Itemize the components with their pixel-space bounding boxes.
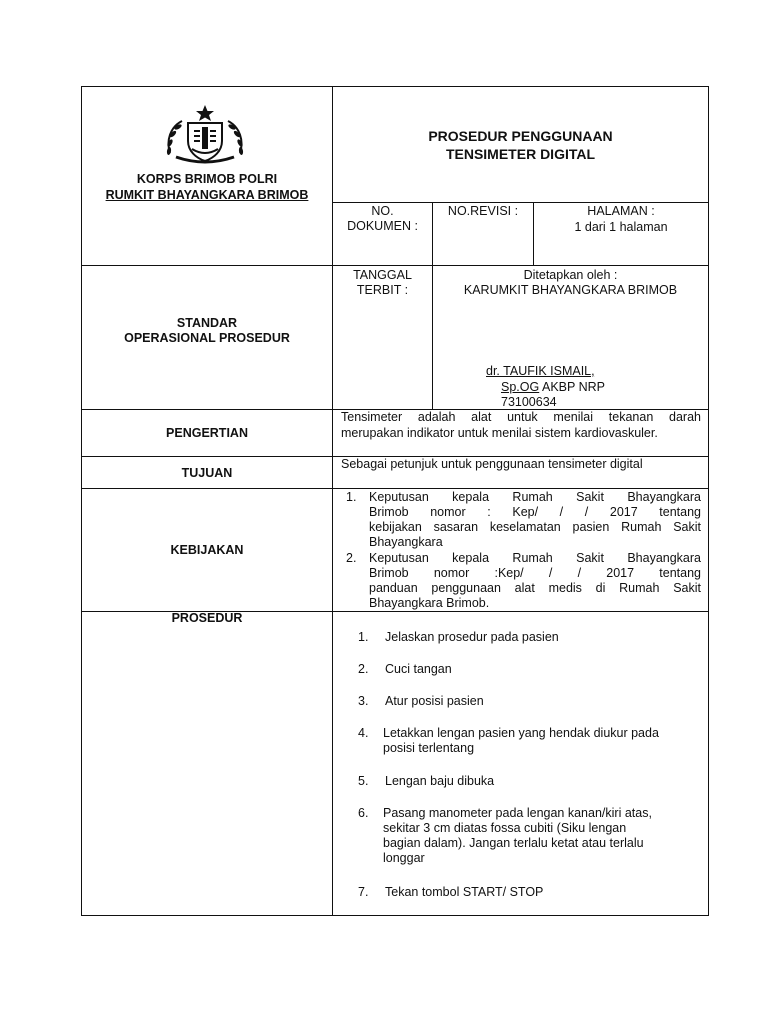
no-revisi-label: NO.REVISI :: [447, 204, 519, 218]
pengertian-label: PENGERTIAN: [166, 426, 248, 440]
signatory-name: dr. TAUFIK ISMAIL,: [486, 364, 595, 378]
karumkit-label: KARUMKIT BHAYANGKARA BRIMOB: [463, 283, 678, 297]
signatory-nrp: 73100634: [501, 395, 557, 409]
halaman-label: HALAMAN :: [587, 204, 655, 218]
sop-label: STANDAR OPERASIONAL PROSEDUR: [124, 316, 290, 345]
tujuan-text: Sebagai petunjuk untuk penggunaan tensimeter digital: [341, 457, 643, 471]
document-title-line2: TENSIMETER DIGITAL: [445, 146, 596, 162]
prosedur-label: PROSEDUR: [171, 611, 243, 625]
halaman-value: 1 dari 1 halaman: [574, 220, 668, 234]
kebijakan-item2-number: 2.: [346, 551, 357, 565]
document-title-line1: PROSEDUR PENGGUNAAN: [428, 128, 613, 144]
tanggal-terbit-label: TANGGAL TERBIT :: [353, 268, 412, 297]
pengertian-line1: Tensimeter adalah alat untuk menilai tekanan darah: [341, 410, 701, 424]
kebijakan-item1-number: 1.: [346, 490, 357, 504]
signatory-rank: Sp.OG AKBP NRP: [501, 380, 605, 394]
kebijakan-label: KEBIJAKAN: [170, 543, 244, 557]
tujuan-label: TUJUAN: [181, 466, 233, 480]
org-name: KORPS BRIMOB POLRI: [136, 172, 278, 186]
police-emblem-icon: [162, 103, 248, 165]
ditetapkan-label: Ditetapkan oleh :: [523, 268, 618, 282]
no-dokumen-label: NO. DOKUMEN :: [347, 204, 418, 233]
org-unit: RUMKIT BHAYANGKARA BRIMOB: [105, 188, 309, 202]
pengertian-line2: merupakan indikator untuk menilai sistem kardiovaskuler.: [341, 426, 658, 440]
logo-emblem: [162, 103, 248, 165]
